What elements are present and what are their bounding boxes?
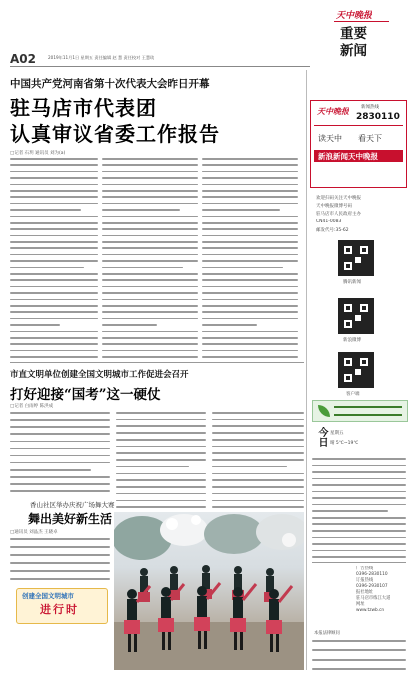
text-line [116, 446, 206, 448]
page-meta: 2019年11月1日 星期五 责任编辑 赵 慧 责任校对 王慧琰 [48, 55, 155, 60]
text-line [10, 190, 98, 192]
ad-hotline: 2830110 [356, 112, 400, 122]
text-line [212, 506, 304, 508]
promo-lines [334, 406, 402, 416]
ad-line-3: 驻马店市人民政府主办 [316, 212, 361, 217]
text-line [202, 311, 298, 313]
text-line [10, 241, 98, 243]
text-line [312, 659, 406, 661]
text-line [102, 337, 198, 339]
text-line [10, 216, 98, 218]
text-line [102, 299, 198, 301]
text-line [10, 209, 81, 211]
ad-brand: 天中晚报 [317, 107, 349, 116]
sidebar-legal-lines [312, 640, 406, 670]
text-line [312, 543, 406, 545]
text-line [10, 350, 98, 352]
text-line [212, 459, 304, 461]
today-label: 今日 [316, 427, 327, 447]
text-line [212, 452, 304, 454]
text-line [212, 466, 287, 468]
text-line [202, 171, 298, 173]
text-line [10, 292, 98, 294]
text-line [10, 273, 98, 275]
text-line [212, 432, 304, 434]
text-line [312, 523, 406, 525]
text-line [10, 267, 84, 269]
text-line [202, 177, 298, 179]
text-line [202, 190, 298, 192]
second-byline: □记者 白雨婷 陈洪成 [10, 404, 54, 409]
ad-line-4: CN41-0083 [316, 219, 342, 224]
ad-line-2: 天中晚报微博号码 [316, 204, 352, 209]
text-line [202, 305, 298, 307]
text-line [202, 318, 298, 320]
text-line [10, 235, 98, 237]
text-line [212, 500, 304, 502]
text-line [312, 491, 406, 493]
text-line [202, 260, 298, 262]
text-line [102, 196, 198, 198]
text-line [10, 554, 110, 556]
text-line [102, 331, 198, 333]
text-line [312, 478, 406, 480]
text-line [10, 254, 98, 256]
text-line [102, 350, 198, 352]
ad-slogan-1: 读天中 [318, 134, 342, 143]
text-line [10, 419, 110, 421]
qr-label-wechat: 新浪微博 [343, 338, 361, 343]
text-line [202, 337, 298, 339]
text-line [10, 483, 110, 485]
text-line [202, 343, 298, 345]
lead-byline: □记者 石玥 通讯员 刘为(a) [10, 151, 66, 156]
column-separator [306, 70, 307, 670]
text-line [116, 466, 189, 468]
inset-title-1: 香山社区举办庆祝广场舞大赛 [30, 501, 115, 509]
ad-band-text: 新浪新闻天中晚报 [318, 152, 378, 161]
text-line [10, 476, 110, 478]
text-line [202, 350, 298, 352]
text-line [202, 273, 298, 275]
text-line [116, 432, 206, 434]
text-line [10, 562, 110, 564]
ad-rule [314, 125, 403, 126]
text-line [116, 452, 206, 454]
text-line [10, 184, 98, 186]
text-line [312, 510, 388, 512]
text-line [202, 267, 283, 269]
text-line [312, 668, 406, 670]
ad-hotline-label: 新闻热线 [361, 105, 379, 110]
second-column-1 [10, 412, 110, 492]
text-line [10, 177, 98, 179]
text-line [202, 331, 298, 333]
contact-info: 广告热线 0396-2830110 订报热线 0396-2930107 报社地址 驻马店市练江大道 网址 www.tzwb.cn [356, 566, 391, 613]
text-line [202, 184, 298, 186]
text-line [102, 190, 198, 192]
qr-label-weibo: 腾讯新闻 [343, 280, 361, 285]
ad-line-1: 欢迎扫码关注天中晚报 [316, 196, 361, 201]
section-rule [10, 362, 304, 363]
text-line [312, 458, 406, 460]
text-line [116, 493, 206, 495]
text-line [202, 196, 298, 198]
text-line [102, 286, 198, 288]
qr-label-app: 客户端 [346, 392, 360, 397]
campaign-banner-line2: 进行时 [40, 603, 79, 616]
text-line [312, 517, 406, 519]
text-line [116, 459, 206, 461]
sidebar-info-lines [312, 458, 406, 558]
text-line [102, 171, 198, 173]
text-line [10, 455, 110, 457]
text-line [212, 425, 304, 427]
text-line [10, 286, 98, 288]
text-line [10, 578, 110, 580]
text-line [10, 448, 110, 450]
text-line [10, 228, 98, 230]
text-line [10, 462, 110, 464]
text-line [116, 500, 206, 502]
text-line [10, 311, 98, 313]
brand-logo: 天中晚报 [336, 11, 373, 21]
text-line [10, 570, 110, 572]
text-line [212, 493, 304, 495]
lead-headline-1: 驻马店市代表团 [10, 96, 157, 120]
text-line [102, 222, 198, 224]
text-line [202, 247, 298, 249]
text-line [10, 247, 98, 249]
lead-column-3 [202, 158, 298, 358]
weather: 晴 5℃~19℃ [330, 441, 359, 446]
text-line [312, 537, 406, 539]
text-line [116, 479, 206, 481]
text-line [202, 158, 298, 160]
text-line [116, 473, 206, 475]
text-line [10, 164, 98, 166]
text-line [10, 279, 98, 281]
dance-photo [114, 512, 304, 670]
text-line [202, 286, 298, 288]
text-line [202, 164, 298, 166]
text-line [102, 260, 198, 262]
text-line [312, 504, 406, 506]
text-line [202, 241, 298, 243]
text-line [202, 299, 298, 301]
text-line [116, 486, 206, 488]
text-line [102, 203, 198, 205]
text-line [10, 324, 60, 326]
text-line [202, 216, 298, 218]
text-line [102, 254, 198, 256]
text-line [202, 209, 280, 211]
second-column-3 [212, 412, 304, 508]
text-line [102, 273, 198, 275]
text-line [102, 356, 198, 358]
text-line [102, 267, 183, 269]
text-line [102, 158, 198, 160]
text-line [10, 203, 98, 205]
text-line [102, 292, 198, 294]
ad-slogan-2: 看天下 [358, 134, 382, 143]
lead-column-1 [10, 158, 98, 358]
text-line [202, 222, 298, 224]
text-line [102, 343, 198, 345]
text-line [116, 425, 206, 427]
inset-byline: □通讯员 刘晶杰 王晓卓 [10, 530, 58, 535]
qr-code-wechat[interactable] [338, 298, 374, 334]
text-line [102, 241, 198, 243]
text-line [212, 439, 304, 441]
text-line [10, 331, 98, 333]
text-line [102, 216, 198, 218]
section-label: 重要 新闻 [340, 26, 367, 59]
ad-line-5: 邮发代号:35-62 [316, 228, 349, 233]
text-line [312, 556, 406, 558]
text-line [102, 318, 198, 320]
text-line [212, 479, 304, 481]
text-line [312, 465, 406, 467]
legal-notice: 本报法律顾问 [314, 631, 340, 636]
text-line [102, 184, 198, 186]
text-line [212, 446, 304, 448]
text-line [10, 412, 110, 414]
text-line [10, 343, 98, 345]
text-line [202, 228, 298, 230]
text-line [212, 419, 304, 421]
second-column-2 [116, 412, 206, 508]
sidebar-divider [312, 562, 406, 563]
text-line [312, 471, 406, 473]
text-line [10, 158, 98, 160]
text-line [10, 356, 98, 358]
second-headline: 打好迎接“国考”这一硬仗 [10, 387, 161, 403]
text-line [10, 260, 98, 262]
text-line [10, 441, 110, 443]
text-line [10, 196, 98, 198]
text-line [102, 324, 157, 326]
inset-body [10, 538, 110, 580]
inset-title-2: 舞出美好新生活 [28, 512, 113, 526]
lead-headline-2: 认真审议省委工作报告 [10, 122, 220, 146]
text-line [102, 209, 180, 211]
text-line [312, 497, 406, 499]
weekday: 星期五 [330, 431, 344, 436]
text-line [10, 426, 110, 428]
text-line [10, 337, 98, 339]
text-line [116, 506, 206, 508]
text-line [10, 171, 98, 173]
qr-code-weibo[interactable] [338, 240, 374, 276]
text-line [10, 469, 91, 471]
text-line [102, 247, 198, 249]
qr-code-app[interactable] [338, 352, 374, 388]
text-line [202, 203, 298, 205]
text-line [116, 419, 206, 421]
text-line [212, 486, 304, 488]
text-line [202, 324, 257, 326]
text-line [202, 254, 298, 256]
text-line [102, 305, 198, 307]
text-line [10, 490, 110, 492]
text-line [212, 412, 304, 414]
text-line [202, 279, 298, 281]
page-code: A02 [10, 52, 36, 66]
text-line [102, 164, 198, 166]
text-line [312, 550, 406, 552]
text-line [116, 439, 206, 441]
text-line [312, 640, 406, 642]
second-kicker: 市直文明单位创建全国文明城市工作促进会召开 [10, 370, 189, 380]
text-line [10, 546, 110, 548]
text-line [10, 538, 110, 540]
text-line [102, 235, 198, 237]
text-line [102, 311, 198, 313]
text-line [202, 292, 298, 294]
text-line [202, 356, 298, 358]
text-line [10, 222, 98, 224]
text-line [312, 649, 406, 651]
text-line [10, 318, 98, 320]
text-line [10, 305, 98, 307]
text-line [116, 412, 206, 414]
brand-rule [334, 21, 389, 22]
text-line [102, 279, 198, 281]
lead-column-2 [102, 158, 198, 358]
text-line [10, 433, 110, 435]
text-line [312, 484, 406, 486]
text-line [10, 299, 98, 301]
header-rule [10, 66, 310, 67]
text-line [312, 530, 406, 532]
text-line [102, 228, 198, 230]
text-line [102, 177, 198, 179]
campaign-banner-line1: 创建全国文明城市 [22, 592, 74, 600]
lead-kicker: 中国共产党河南省第十次代表大会昨日开幕 [10, 78, 210, 90]
text-line [202, 235, 298, 237]
text-line [212, 473, 304, 475]
